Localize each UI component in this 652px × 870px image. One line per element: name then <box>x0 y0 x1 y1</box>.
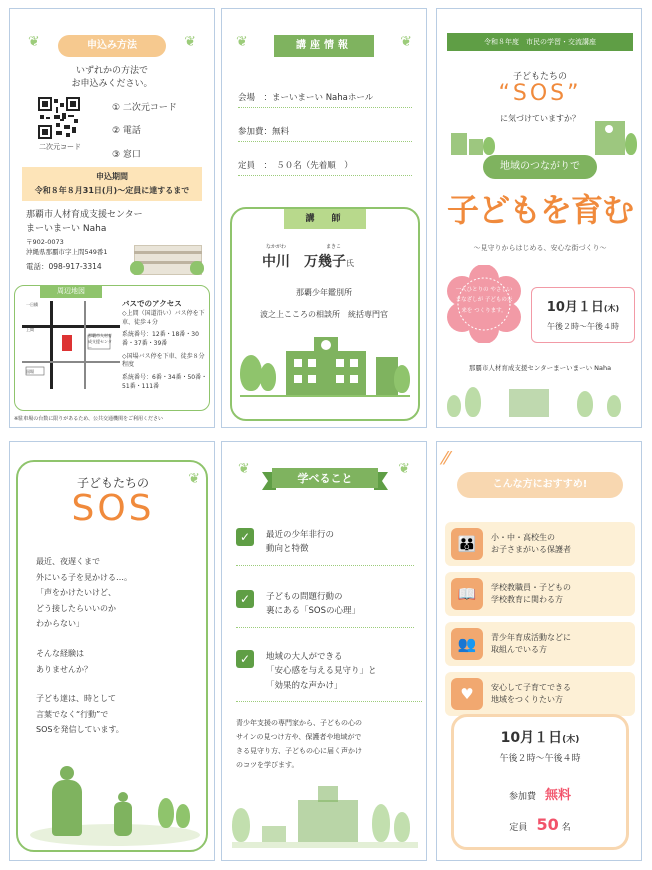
sparkle-icon: ⁄⁄ <box>443 448 450 469</box>
book-icon: 📖 <box>451 578 483 610</box>
leaf-decoration-icon: ❦ <box>400 34 412 50</box>
rec-line: 学校教職員・子どもの <box>491 583 571 592</box>
school-bottom-illustration <box>232 782 418 852</box>
town-left-illustration <box>447 121 497 155</box>
intro-line: いずれかの方法で <box>75 66 148 76</box>
building-illustration <box>130 237 206 277</box>
body-line: 言葉でなく“行動”で <box>36 709 109 719</box>
sos-text: SOS <box>512 81 568 106</box>
cover-weekday: (木) <box>603 304 620 313</box>
body-line: そんな経験は <box>36 648 84 658</box>
desc-line: サインの見つけ方や、保護者や地域がで <box>236 733 362 741</box>
recommend-text <box>491 682 571 706</box>
lecturer-name <box>262 251 354 271</box>
body-line: 「声をかけたいけど、 <box>36 588 116 598</box>
phone-number[interactable]: 電話：098-917-3314 <box>26 261 102 271</box>
learning-item-1 <box>236 528 414 566</box>
school-illustration <box>240 335 410 401</box>
recommend-text <box>491 632 571 656</box>
family-icon: 👪 <box>451 528 483 560</box>
rec-line: 取組んでいる方 <box>491 645 547 654</box>
venue-line: 会場 ：まーいまーい Nahaホール <box>238 91 412 108</box>
learning-item-3 <box>236 650 422 702</box>
method-qr: ① 二次元コード <box>112 103 177 113</box>
map-place-3: 国場 <box>26 369 34 374</box>
cover-footer-org: 那覇市人材育成支援センターまーいまーい Naha <box>468 364 612 372</box>
item-line: 裏にある「SOSの心理」 <box>266 606 360 617</box>
qr-code[interactable] <box>38 97 80 139</box>
rec-line: 地域をつくりたい方 <box>491 695 563 704</box>
cover-date <box>532 296 634 315</box>
item-line: 子どもの問題行動の <box>266 592 343 602</box>
cover-date-box <box>531 287 635 343</box>
cover-subtitle-2: に気づけていますか？ <box>500 114 580 123</box>
summary-weekday: (木) <box>562 735 580 745</box>
item-line: 「安心感を与える見守り」と <box>266 666 377 677</box>
group-icon: 👥 <box>451 628 483 660</box>
body-line: 最近、夜遅くまで <box>36 557 100 566</box>
method-phone: ② 電話 <box>112 126 141 137</box>
org-name: 那覇市人材育成支援センター <box>26 210 143 220</box>
sos-panel <box>9 441 215 861</box>
org-sub: まーいまーい Naha <box>26 223 107 234</box>
sos-big: SOS <box>71 488 155 529</box>
divider <box>236 627 414 628</box>
body-line: ありませんか？ <box>36 664 92 674</box>
parking-note: ※駐車場の台数に限りがあるため、公共交通機関をご利用ください <box>14 416 163 422</box>
summary-fee <box>454 784 626 803</box>
tagline: 地域のつながりで <box>483 155 597 179</box>
fee-line: 参加費：無料 <box>238 125 412 142</box>
divider <box>236 701 422 702</box>
summary-date <box>454 727 626 747</box>
access-title: バスでのアクセス <box>122 299 182 308</box>
deadline-title: 申込期間 <box>96 172 128 181</box>
capacity-label: 定員 <box>509 823 528 833</box>
leaf-decoration-icon: ❦ <box>236 34 248 50</box>
bus-access <box>122 299 208 391</box>
item-line: 地域の大人ができる <box>266 652 343 662</box>
lecturer-name-text: 中川 万幾子 <box>262 254 346 270</box>
application-intro <box>10 65 214 91</box>
learning-item-text <box>266 528 334 557</box>
event-summary-box <box>451 714 629 850</box>
capacity-unit: 名 <box>561 823 571 833</box>
rec-line: 青少年育成活動などに <box>491 633 571 642</box>
item-line: 「効果的な声かけ」 <box>266 680 343 691</box>
lecturer-label: 講 師 <box>284 209 366 229</box>
org-info <box>26 209 143 272</box>
intro-line: お申込みください。 <box>71 79 153 90</box>
leaf-decoration-icon: ❦ <box>398 461 410 477</box>
body-line: どう接したらいいのか <box>36 603 116 613</box>
rec-line: お子さまがいる保護者 <box>491 545 571 554</box>
recommend-item <box>445 572 635 616</box>
affiliation-2: 波之上こころの相談所 統括専門官 <box>260 310 388 319</box>
cover-big-title: 子どもを育む <box>446 191 633 229</box>
cover-time: 午後２時〜午後４時 <box>547 322 619 331</box>
map-place-2: 上間 <box>26 327 34 332</box>
recommend-text <box>491 532 571 556</box>
access-line: 系統番号：6番・34番・50番・51番・111番 <box>122 374 208 390</box>
application-header: 申込み方法 <box>58 35 166 57</box>
summary-date-text: 10月１日 <box>500 730 563 746</box>
fee-value: 無料 <box>545 788 572 803</box>
learning-panel <box>221 441 427 861</box>
learning-item-text <box>266 590 360 619</box>
cover-panel <box>436 8 642 428</box>
leaf-decoration-icon: ❦ <box>238 461 250 477</box>
cover-subtitle-1: 子どもたちの <box>512 72 567 82</box>
method-list <box>112 97 177 167</box>
method-counter: ③ 窓口 <box>112 149 141 160</box>
summary-capacity <box>454 815 626 834</box>
leaf-decoration-icon: ❦ <box>28 34 40 50</box>
ruby-given: まきこ <box>326 244 342 250</box>
recommend-list <box>445 522 635 716</box>
learning-header: 学べること <box>297 472 353 485</box>
desc-line: きる見守り方、子どもの心に届く声かけ <box>236 747 362 755</box>
map-place-1: 一日橋 <box>26 302 38 307</box>
heart-icon: ♥ <box>451 678 483 710</box>
cover-slogan: 〜見守りからはじめる、安心な街づくり〜 <box>473 244 607 252</box>
desc-line: のコツを学びます。 <box>236 761 299 769</box>
capacity-line: 定員 ： ５０名（先着順 ） <box>238 159 412 176</box>
body-line: SOSを発信しています。 <box>36 725 124 735</box>
flower-text: 一人ひとりの やさしいまなざしが 子どもの未来を つくります。 <box>455 287 513 314</box>
check-icon: ✓ <box>236 650 254 668</box>
learning-item-2 <box>236 590 414 628</box>
body-line: 外にいる子を見かける…。 <box>36 572 132 582</box>
cover-date-text: 10月１日 <box>546 300 604 315</box>
access-line: 系統番号：12番・18番・30番・37番・39番 <box>122 331 199 347</box>
item-line: 最近の少年非行の <box>266 530 335 540</box>
deadline-box <box>22 167 202 201</box>
body-line: 子ども達は、時として <box>36 694 116 704</box>
recommend-panel <box>436 441 642 861</box>
affiliation-1: 那覇少年鑑別所 <box>296 288 352 297</box>
qr-caption: 二次元コード <box>39 143 81 151</box>
cover-banner: 令和８年度 市民の学習・交流講座 <box>447 33 633 51</box>
application-panel <box>9 8 215 428</box>
capacity-value: 50 <box>536 815 559 834</box>
learning-item-text <box>266 650 377 693</box>
sos-body <box>36 554 132 738</box>
access-line: ◇上間（国道沿い）バス停を下車、徒歩４分 <box>122 309 205 326</box>
town-right-illustration <box>585 109 637 155</box>
rec-line: 学校教育に関わる方 <box>491 595 563 604</box>
learning-description <box>236 716 418 772</box>
leaf-decoration-icon: ❦ <box>184 34 196 50</box>
honorific: 氏 <box>346 259 354 268</box>
leaf-decoration-icon: ❦ <box>188 471 200 487</box>
fee-label: 参加費 <box>508 792 536 802</box>
address: 沖縄県那覇市字上間549番1 <box>26 247 108 256</box>
cover-bottom-illustration <box>447 381 633 417</box>
access-line: ◇国場バス停を下車、徒歩８分程度 <box>122 352 205 369</box>
recommend-item <box>445 522 635 566</box>
summary-time: 午後２時〜午後４時 <box>499 754 581 764</box>
rec-line: 安心して子育てできる <box>491 683 571 692</box>
check-icon: ✓ <box>236 590 254 608</box>
map-label: 周辺地図 <box>40 285 102 298</box>
ruby-family: なかがわ <box>266 244 287 250</box>
recommend-text <box>491 582 571 606</box>
item-line: 動向と特徴 <box>266 544 309 555</box>
body-line: わからない」 <box>36 619 84 629</box>
desc-line: 青少年支援の専門家から、子どもの心の <box>236 719 362 727</box>
course-info-panel <box>221 8 427 428</box>
adult-child-illustration <box>30 762 200 848</box>
recommend-item <box>445 622 635 666</box>
recommend-item <box>445 672 635 716</box>
sos-title: 子どもたちの <box>76 476 149 490</box>
rec-line: 小・中・高校生の <box>491 533 555 542</box>
check-icon: ✓ <box>236 528 254 546</box>
recommend-header: こんな方におすすめ! <box>457 472 623 498</box>
cover-sos: “SOS” <box>498 81 582 106</box>
course-info-header: 講座情報 <box>274 35 374 57</box>
divider <box>236 565 414 566</box>
deadline-text: 令和８年８月31日(月)〜定員に達するまで <box>34 186 190 195</box>
postal-code: 〒902-0073 <box>26 238 64 246</box>
map-place-center: 那覇市人材育成支援センター <box>88 333 112 350</box>
